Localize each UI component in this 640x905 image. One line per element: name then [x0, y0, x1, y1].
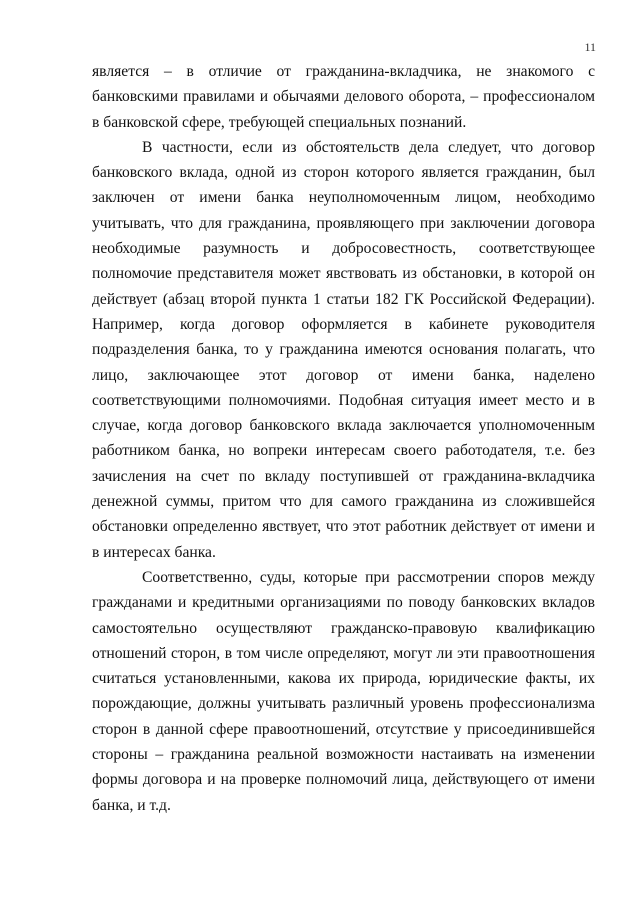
document-body: [92, 59, 595, 818]
page-number: 11: [584, 40, 596, 54]
paragraph-continuation: является – в отличие от гражданина-вкладчика, не знакомого с банковскими правилами и обычаями делового оборота, – профессионалом в банковской сфере, требующей специальных познаний.: [92, 63, 595, 131]
paragraph-bank-deposit-authority: В частности, если из обстоятельств дела следует, что договор банковского вклада, одной из сторон которого является гражданин, был заключен от имени банка неуполномоченным лицом, необходимо учитывать, что для гражданина, проявляющего при заключении договора необходимые разумность и добросовестность, соответствующее полномочие представителя может явствовать из обстановки, в которой он действует (абзац второй пункта 1 статьи 182 ГК Российской Федерации). Например, когда договор оформляется в кабинете руководителя подразделения банка, то у гражданина имеются основания полагать, что лицо, заключающее этот договор от имени банка, наделено соответствующими полномочиями. Подобная ситуация имеет место и в случае, когда договор банковского вклада заключается уполномоченным работником банка, но вопреки интересам своего работодателя, т.е. без зачисления на счет по вкладу поступившей от гражданина-вкладчика денежной суммы, притом что для самого гражданина из сложившейся обстановки определенно явствует, что этот работник действует от имени и в интересах банка.: [92, 138, 595, 561]
paragraph-courts-qualification: Соответственно, суды, которые при рассмотрении споров между гражданами и кредитными организациями по поводу банковских вкладов самостоятельно осуществляют гражданско-правовую квалификацию отношений сторон, в том числе определяют, могут ли эти правоотношения считаться установленными, какова их природа, юридические факты, их порождающие, должны учитывать различный уровень профессионализма сторон в данной сфере правоотношений, отсутствие у присоединившейся стороны – гражданина реальной возможности настаивать на изменении формы договора и на проверке полномочий лица, действующего от имени банка, и т.д.: [92, 568, 595, 814]
